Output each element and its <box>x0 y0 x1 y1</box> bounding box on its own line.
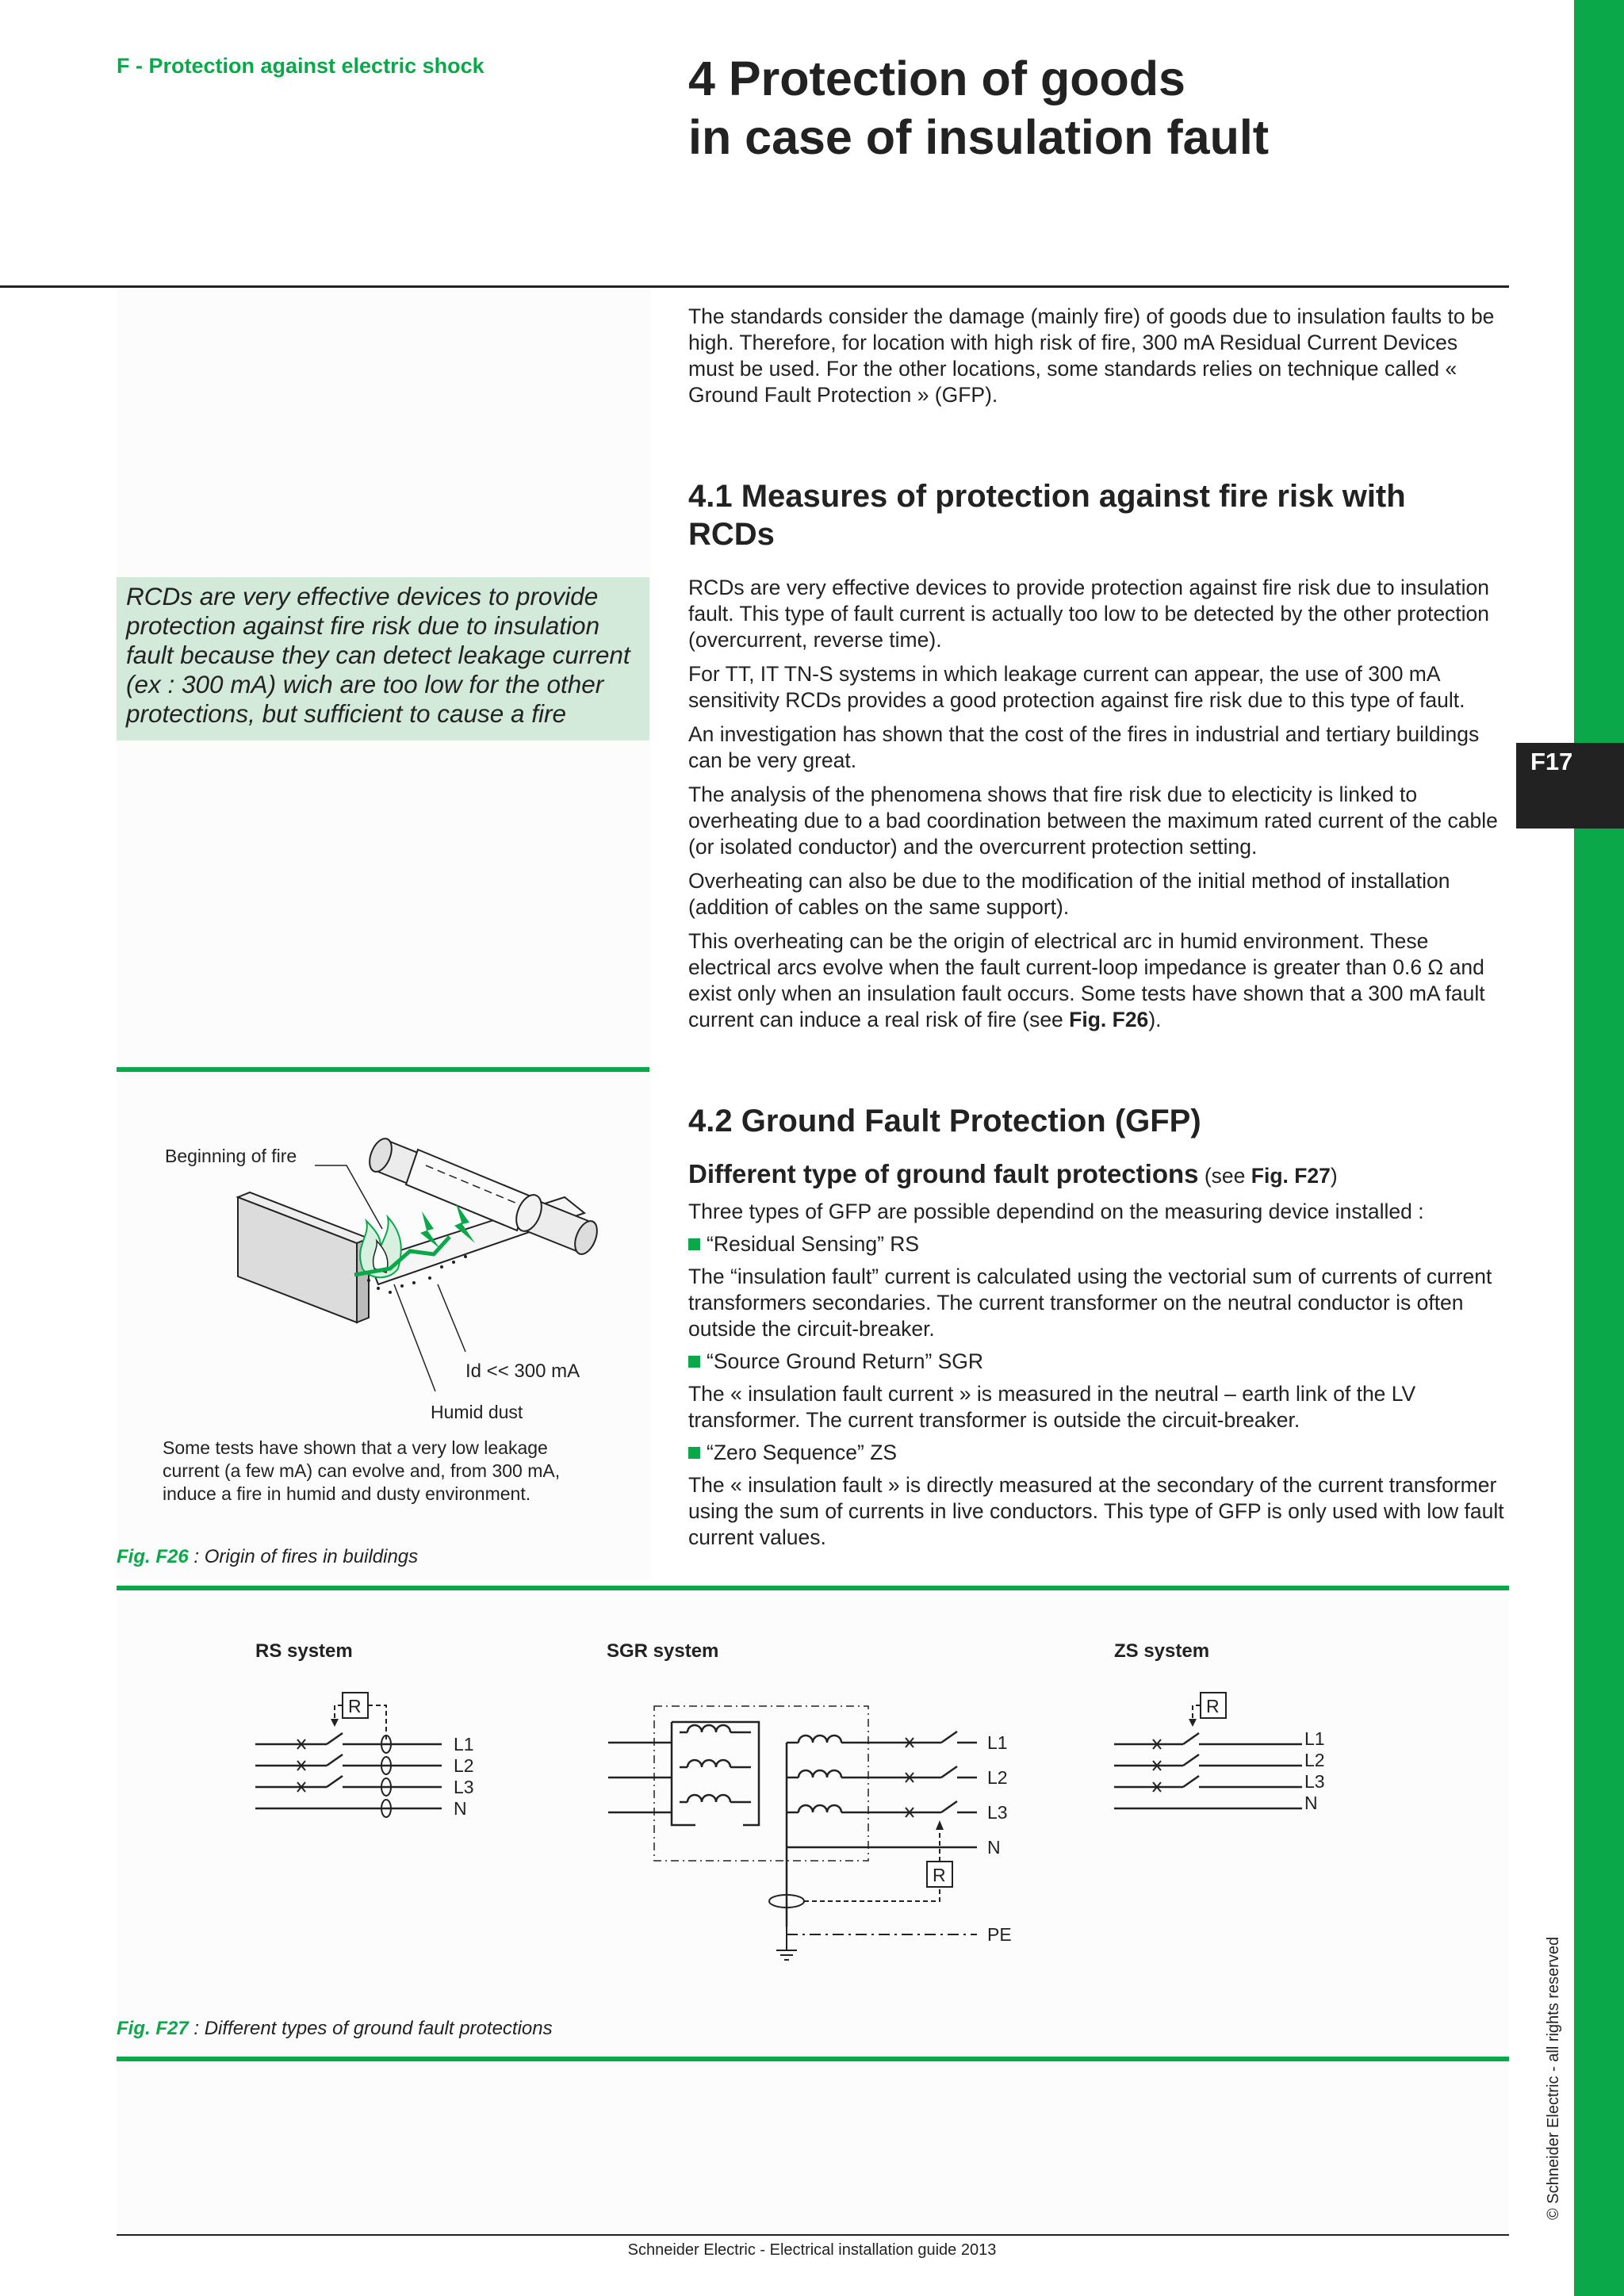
paragraph: The “insulation fault” current is calculated using the vectorial sum of currents of current transformers secondaries. The current transformer on the neutral conductor is often outside the circuit-breaker. <box>688 1265 1492 1341</box>
page-title-line1: 4 Protection of goods <box>688 52 1185 105</box>
zs-system-diagram <box>1114 1640 1227 1822</box>
paragraph: The « insulation fault current » is measured in the neutral – earth link of the LV transformer. The current transformer is outside the circuit-breaker. <box>688 1382 1416 1432</box>
paragraph: The « insulation fault » is directly measured at the secondary of the current transformer using the sum of currents in live conductors. This type of GFP is only used with low fault current values. <box>688 1473 1504 1549</box>
figure-rule <box>117 2057 1509 2061</box>
subheading-text: Different type of ground fault protections <box>688 1159 1199 1188</box>
callout-box: RCDs are very effective devices to provide protection against fire risk due to insulation fault because they can detect leakage current (ex : 300 mA) wich are too low for the other protections, but sufficient to cause a fire <box>117 577 649 740</box>
bullet-title: “Source Ground Return” SGR <box>707 1349 984 1373</box>
footer-rule <box>117 2234 1509 2236</box>
leader-line <box>438 1284 465 1352</box>
fig27-diagrams <box>117 1633 1227 1998</box>
fig27-caption <box>117 2018 553 2040</box>
leader-line <box>315 1165 382 1229</box>
label-beginning-of-fire: Beginning of fire <box>165 1146 297 1166</box>
l1-label: L1 <box>1304 1728 1325 1749</box>
section-4-2-subheading <box>688 1159 1505 1189</box>
transformer-enclosure <box>654 1706 868 1861</box>
section-4-1-heading: 4.1 Measures of protection against fire risk with RCDs <box>688 479 1406 552</box>
section-4-2-heading: 4.2 Ground Fault Protection (GFP) <box>688 1104 1201 1138</box>
l2-label: L2 <box>454 1755 474 1776</box>
sgr-system-title: SGR system <box>607 1640 719 1662</box>
relay-label: R <box>1206 1696 1220 1716</box>
fig26-note: Some tests have shown that a very low leakage current (a few mA) can evolve and, from 300 mA, induce a fire in humid and dusty environment. <box>163 1437 561 1504</box>
figure-reference-link[interactable]: Fig. F27 <box>1251 1164 1331 1188</box>
pe-label: PE <box>987 1924 1012 1945</box>
intro-paragraph: The standards consider the damage (mainly fire) of goods due to insulation faults to be high. Therefore, for location with high risk of fire, 300 mA Residual Current Devices must be used. For the other locations, some standards relies on technique called « Ground Fault Protection » (GFP). <box>688 304 1495 407</box>
page-title-line2: in case of insulation fault <box>688 110 1270 164</box>
l3-label: L3 <box>1304 1771 1325 1792</box>
bullet-square-icon <box>688 1356 700 1368</box>
rs-system-title: RS system <box>255 1640 353 1662</box>
relay-label: R <box>348 1696 362 1716</box>
label-leakage-current: Id << 300 mA <box>465 1360 580 1382</box>
paragraph: Overheating can also be due to the modification of the initial method of installation (addition of cables on the same support). <box>688 869 1450 919</box>
paragraph: An investigation has shown that the cost of the fires in industrial and tertiary buildings can be very great. <box>688 722 1480 772</box>
see-text: (see <box>1198 1164 1251 1188</box>
footer-text: Schneider Electric - Electrical installation guide 2013 <box>627 2241 997 2259</box>
caption-text: : Different types of ground fault protections <box>188 2018 553 2039</box>
paragraph: For TT, IT TN-S systems in which leakage current can appear, the use of 300 mA sensitivity RCDs provides a good protection against fire risk due to this type of fault. <box>688 662 1465 712</box>
l2-label: L2 <box>1304 1750 1325 1770</box>
l3-label: L3 <box>454 1777 474 1797</box>
l1-label: L1 <box>454 1734 474 1755</box>
caption-figure-number: Fig. F27 <box>117 2018 189 2039</box>
bullet-item <box>688 1231 1505 1257</box>
n-label: N <box>1304 1793 1318 1813</box>
bullet-square-icon <box>688 1238 700 1250</box>
bullet-item <box>688 1349 1505 1375</box>
side-accent-bar <box>1574 0 1624 2296</box>
paragraph <box>688 928 1505 1033</box>
caption-figure-number: Fig. F26 <box>117 1546 189 1567</box>
n-label: N <box>987 1837 1001 1858</box>
zs-conductor-extensions <box>1227 1733 1306 1812</box>
figure-reference-link[interactable]: Fig. F26 <box>1069 1008 1149 1031</box>
sgr-system-diagram <box>607 1640 1012 1960</box>
zs-conductor-labels <box>1304 1728 1325 1814</box>
section-4-1-body <box>688 575 1505 1041</box>
section-4-2-body <box>688 1199 1505 1557</box>
paragraph: The analysis of the phenomena shows that fire risk due to electicity is linked to overheating due to a bad coordination between the maximum rated current of the cable (or isolated conductor) and the overcurrent protection setting. <box>688 783 1498 859</box>
fig26-illustration <box>117 1110 648 1427</box>
see-text: ) <box>1330 1164 1338 1188</box>
caption-text: : Origin of fires in buildings <box>188 1546 419 1567</box>
l2-label: L2 <box>987 1767 1008 1788</box>
bullet-square-icon <box>688 1447 700 1459</box>
paragraph: RCDs are very effective devices to provide protection against fire risk due to insulation fault. This type of fault current is actually too low to be detected by the other protection (overcurrent, reverse time). <box>688 576 1490 652</box>
paragraph-text: ). <box>1148 1008 1162 1031</box>
label-humid-dust: Humid dust <box>431 1402 523 1422</box>
paragraph-text: This overheating can be the origin of electrical arc in humid environment. These electrical arcs evolve when the fault current-loop impedance is greater than 0.6 Ω and exist only when an insulation fault occurs. Some tests have shown that a 300 mA fault current can induce a real risk of fire (see <box>688 929 1485 1031</box>
l1-label: L1 <box>987 1732 1008 1753</box>
paragraph: Three types of GFP are possible dependind on the measuring device installed : <box>688 1200 1424 1223</box>
relay-label: R <box>933 1865 946 1885</box>
page-title <box>688 49 1481 166</box>
bullet-item <box>688 1440 1505 1466</box>
copyright-notice: © Schneider Electric - all rights reserved <box>1545 1936 1562 2220</box>
leader-line <box>394 1284 435 1391</box>
bullet-title: “Residual Sensing” RS <box>707 1232 920 1256</box>
l3-label: L3 <box>987 1802 1008 1823</box>
figure-rule <box>117 1067 649 1072</box>
figure-rule <box>117 1586 1509 1590</box>
rs-system-diagram <box>255 1640 474 1819</box>
page-number-tab: F17 <box>1516 743 1624 828</box>
n-label: N <box>454 1798 467 1819</box>
bullet-title: “Zero Sequence” ZS <box>707 1441 898 1464</box>
section-label: F - Protection against electric shock <box>117 54 485 78</box>
fig26-caption <box>117 1546 418 1568</box>
zs-system-title: ZS system <box>1114 1640 1210 1662</box>
header-rule <box>0 285 1509 288</box>
